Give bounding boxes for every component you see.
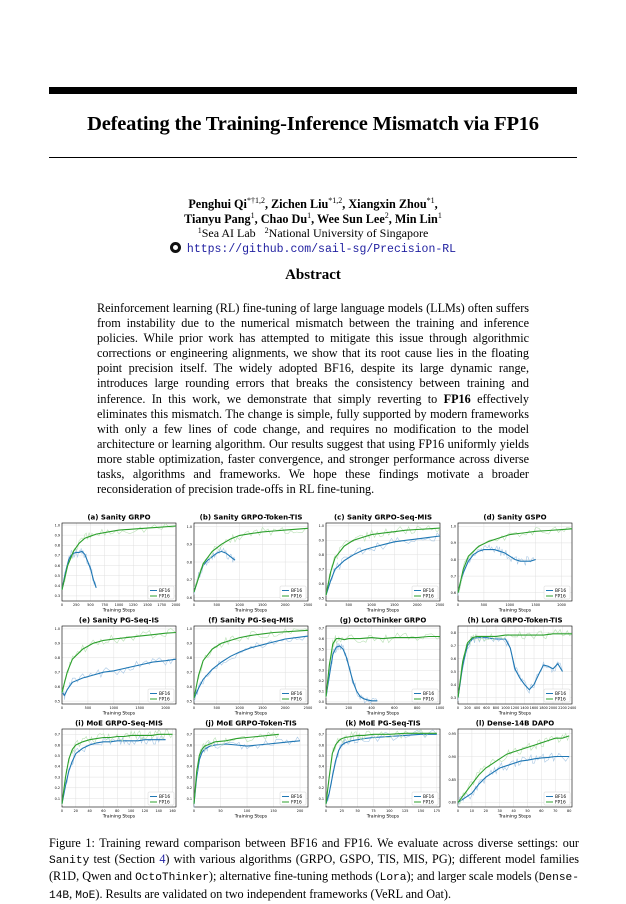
figure-1-charts [49, 512, 579, 827]
x-tick-label: 1400 [520, 706, 529, 710]
x-tick-label: 140 [155, 809, 162, 813]
y-tick-label: 0.4 [54, 764, 60, 769]
x-tick-label: 1500 [143, 603, 152, 607]
series-line-fp16 [62, 633, 176, 693]
y-tick-label: 0.95 [448, 731, 456, 736]
x-tick-label: 25 [339, 809, 344, 813]
x-tick-label: 500 [213, 706, 221, 710]
chart-panel [187, 720, 308, 820]
legend-label: BF16 [291, 589, 303, 595]
legend-label: BF16 [291, 692, 303, 698]
y-tick-label: 0.4 [318, 764, 324, 769]
x-tick-label: 2000 [412, 603, 422, 607]
y-tick-label: 0.3 [318, 775, 324, 780]
x-tick-label: 1500 [258, 603, 267, 607]
author-affil-sup: 2 [384, 211, 389, 220]
x-tick-label: 70 [553, 809, 558, 813]
y-tick-label: 0.5 [450, 669, 456, 674]
y-tick-label: 0.7 [54, 670, 60, 675]
chart-title: (k) MoE PG-Seq-TIS [345, 719, 421, 728]
x-tick-label: 10 [469, 809, 475, 813]
x-tick-label: 100 [127, 809, 135, 813]
caption-ref[interactable]: 4 [159, 851, 166, 866]
caption-text: ); and larger scale models ( [406, 869, 539, 883]
x-tick-label: 120 [141, 809, 149, 813]
abstract-part-1: Reinforcement learning (RL) fine-tuning of large language models (LLMs) often suffers from instability due to the numerical mismatch between the training and inference policies. While prior work has attempted to mitigate this issue through algorithmic corrections or engineering alignments, we show that its root cause lies in the floating point precision itself. The widely adopted BF16, despite its large dynamic range, introduces large rounding errors that breaks the consistency between training and inference. In this work, we demonstrate that simply reverting to [97, 301, 529, 406]
author-affil-sup: *1,2 [328, 196, 343, 205]
x-tick-label: 1000 [235, 706, 244, 710]
caption-text: ); alternative fine-tuning methods ( [208, 869, 380, 883]
y-tick-label: 0.6 [318, 743, 324, 748]
x-tick-label: 600 [391, 706, 398, 710]
github-line [0, 241, 626, 256]
y-tick-label: 0.1 [318, 796, 324, 801]
chart-panel [448, 720, 572, 820]
y-tick-label: 0.9 [186, 641, 192, 646]
y-tick-label: 0.8 [54, 656, 60, 661]
caption-text: Figure 1: Training reward comparison between BF16 and FP16. We evaluate across diverse settings: our [49, 836, 579, 850]
y-tick-label: 0.6 [318, 581, 324, 586]
y-tick-label: 0.8 [186, 560, 192, 565]
abstract-part-2: effectively eliminates this mismatch. The change is simple, fully supported by modern frameworks with only a few lines of code change, and requires no modification to the model architecture or learning algorithm. Our results suggest that using FP16 uniformly yields more stable optimization, faster convergence, and stronger performance across diverse tasks, algorithms and frameworks. We hope these findings motivate a broader reconsideration of precision trade-offs in RL fine-tuning. [97, 391, 529, 497]
x-tick-label: 0 [324, 706, 328, 710]
x-tick-label: 0 [456, 809, 460, 813]
y-tick-label: 0.6 [450, 656, 456, 661]
chart-title: (f) Sanity PG-Seq-MIS [208, 616, 294, 625]
y-tick-label: 0.9 [450, 541, 456, 546]
legend-label: FP16 [291, 594, 302, 600]
x-tick-label: 60 [101, 809, 106, 813]
legend-label: BF16 [159, 795, 171, 801]
author-line-1 [0, 197, 626, 212]
y-tick-label: 0.8 [450, 630, 456, 635]
x-tick-label: 2500 [303, 603, 313, 607]
chart-title: (l) Dense-14B DAPO [475, 719, 555, 728]
author-affil-sup: 1 [250, 211, 255, 220]
legend-label: FP16 [423, 800, 434, 806]
x-tick-label: 250 [73, 603, 80, 607]
chart-title: (j) MoE GRPO-Token-TIS [205, 719, 297, 728]
y-tick-label: 0.7 [54, 553, 60, 558]
affil1-sup: 1 [197, 226, 202, 235]
legend-label: FP16 [423, 697, 434, 703]
x-tick-label: 0 [60, 809, 64, 813]
y-tick-label: 0.6 [54, 684, 60, 689]
y-tick-label: 0.7 [318, 567, 324, 572]
x-axis-label: Training Steps [498, 814, 532, 820]
y-tick-label: 0.6 [54, 743, 60, 748]
x-tick-label: 1000 [367, 603, 376, 607]
legend-label: BF16 [555, 692, 567, 698]
x-tick-label: 0 [456, 706, 460, 710]
x-tick-label: 1250 [128, 603, 138, 607]
affiliations [0, 226, 626, 241]
y-tick-label: 0.5 [318, 754, 324, 759]
x-tick-label: 2500 [435, 603, 445, 607]
x-tick-label: 2000 [171, 603, 181, 607]
legend-label: FP16 [423, 594, 434, 600]
x-axis-label: Training Steps [366, 608, 400, 614]
series-raw-line [326, 533, 440, 593]
y-tick-label: 0.3 [318, 668, 324, 673]
x-tick-label: 0 [192, 809, 196, 813]
legend-label: FP16 [555, 594, 566, 600]
caption-text: ) with various algorithms (GRPO, GSPO, TIS, MIS, PG); different model families (R1D, Qwen and [49, 851, 579, 883]
y-tick-label: 0.2 [186, 786, 192, 791]
x-tick-label: 500 [87, 603, 94, 607]
x-axis-label: Training Steps [234, 711, 268, 717]
y-tick-label: 0.6 [318, 636, 324, 641]
chart-panel [319, 514, 445, 614]
x-tick-label: 1000 [501, 706, 510, 710]
chart-panel [187, 617, 313, 717]
x-tick-label: 1500 [531, 603, 541, 607]
x-axis-label: Training Steps [234, 608, 268, 614]
y-tick-label: 0.3 [450, 695, 456, 700]
chart-title: (g) OctoThinker GRPO [339, 616, 427, 625]
caption-code: Lora [379, 872, 407, 884]
y-tick-label: 0.1 [54, 796, 60, 801]
x-axis-label: Training Steps [102, 814, 136, 820]
x-tick-label: 0 [324, 603, 328, 607]
x-tick-label: 30 [497, 809, 502, 813]
x-tick-label: 2000 [557, 603, 566, 607]
y-tick-label: 0.5 [186, 699, 192, 704]
y-tick-label: 0.90 [448, 754, 456, 759]
legend-label: BF16 [291, 795, 303, 801]
legend-label: FP16 [159, 594, 170, 600]
y-tick-label: 0.6 [450, 591, 456, 596]
x-tick-label: 80 [115, 809, 120, 813]
x-tick-label: 40 [87, 809, 92, 813]
x-axis-label: Training Steps [498, 711, 532, 717]
chart-title: (d) Sanity GSPO [483, 513, 547, 522]
y-tick-label: 0.9 [318, 538, 324, 543]
x-tick-label: 400 [368, 706, 375, 710]
y-tick-label: 0.2 [54, 786, 60, 791]
y-tick-label: 0.7 [54, 732, 60, 737]
y-tick-label: 1.0 [54, 523, 60, 528]
y-tick-label: 0.2 [318, 679, 324, 684]
legend-label: BF16 [555, 795, 567, 801]
x-tick-label: 200 [345, 706, 353, 710]
y-tick-label: 0.5 [54, 754, 60, 759]
x-tick-label: 1600 [529, 706, 539, 710]
y-tick-label: 0.4 [54, 584, 60, 589]
author-name: Tianyu Pang [184, 212, 251, 226]
caption-code: Sanity [49, 854, 90, 867]
chart-panel [319, 720, 440, 820]
x-tick-label: 1000 [235, 603, 244, 607]
author-sep: , [388, 212, 395, 226]
x-tick-label: 400 [473, 706, 481, 710]
x-tick-label: 500 [84, 706, 92, 710]
x-tick-label: 2400 [567, 706, 577, 710]
author-affil-sup: 1 [437, 211, 442, 220]
caption-code: Dense-14B [49, 872, 579, 902]
x-axis-label: Training Steps [102, 608, 136, 614]
y-tick-label: 0.6 [186, 595, 192, 600]
y-tick-label: 0.9 [54, 641, 60, 646]
y-tick-label: 0.8 [54, 543, 60, 548]
x-tick-label: 0 [456, 603, 460, 607]
chart-panel [55, 720, 176, 820]
x-tick-label: 0 [192, 706, 196, 710]
x-tick-label: 600 [483, 706, 490, 710]
x-axis-label: Training Steps [102, 711, 136, 717]
affil2: National University of Singapore [268, 226, 429, 240]
y-tick-label: 0.2 [318, 786, 324, 791]
series-line-bf16 [62, 551, 96, 590]
y-tick-label: 0.9 [186, 542, 192, 547]
chart-panel [451, 514, 572, 614]
caption-text: ). Results are validated on two independent frameworks (VeRL and Oat). [95, 886, 451, 901]
y-tick-label: 0.7 [186, 578, 192, 583]
x-tick-label: 20 [483, 809, 488, 813]
x-tick-label: 750 [101, 603, 108, 607]
x-tick-label: 2000 [161, 706, 170, 710]
y-tick-label: 1.0 [450, 524, 456, 529]
chart-title: (e) Sanity PG-Seq-IS [78, 616, 160, 625]
chart-title: (i) MoE GRPO-Seq-MIS [75, 719, 163, 728]
figure-caption [49, 836, 579, 904]
y-tick-label: 0.4 [450, 682, 456, 687]
legend-label: FP16 [555, 800, 566, 806]
github-icon [170, 242, 181, 253]
x-tick-label: 125 [401, 809, 409, 813]
author-line-2 [0, 212, 626, 227]
x-tick-label: 175 [433, 809, 441, 813]
y-tick-label: 0.7 [318, 626, 324, 631]
author-sep: , [264, 197, 272, 211]
y-tick-label: 1.0 [54, 627, 60, 632]
y-tick-label: 0.85 [448, 777, 456, 782]
y-tick-label: 0.4 [318, 658, 324, 663]
x-tick-label: 150 [270, 809, 277, 813]
author-name: Chao Du [260, 212, 308, 226]
chart-title: (a) Sanity GRPO [87, 513, 151, 522]
x-tick-label: 2000 [280, 706, 290, 710]
legend-label: BF16 [423, 795, 435, 801]
x-tick-label: 100 [386, 809, 393, 813]
x-tick-label: 75 [371, 809, 376, 813]
y-tick-label: 0.7 [450, 643, 456, 648]
y-tick-label: 0.7 [186, 732, 192, 737]
y-tick-label: 0.4 [186, 764, 192, 769]
y-tick-label: 0.3 [186, 775, 192, 780]
chart-panel [55, 617, 176, 717]
author-sep: , [342, 197, 349, 211]
x-tick-label: 1500 [390, 603, 399, 607]
x-tick-label: 80 [567, 809, 572, 813]
chart-title: (b) Sanity GRPO-Token-TIS [199, 513, 303, 522]
x-axis-label: Training Steps [366, 814, 400, 820]
caption-text: , [69, 886, 76, 901]
x-tick-label: 50 [355, 809, 360, 813]
x-tick-label: 150 [417, 809, 425, 813]
y-tick-label: 0.0 [318, 700, 324, 705]
author-sep: , [311, 212, 318, 226]
y-tick-label: 0.5 [318, 647, 324, 652]
x-tick-label: 2500 [303, 706, 313, 710]
legend-label: FP16 [291, 697, 302, 703]
x-tick-label: 50 [525, 809, 530, 813]
legend-label: FP16 [159, 697, 170, 703]
x-tick-label: 800 [492, 706, 500, 710]
x-tick-label: 200 [296, 809, 304, 813]
legend-label: BF16 [555, 589, 567, 595]
x-tick-label: 1750 [157, 603, 167, 607]
legend-label: BF16 [423, 692, 435, 698]
series-line-fp16 [194, 630, 308, 698]
x-tick-label: 2200 [558, 706, 567, 710]
legend-label: BF16 [159, 692, 171, 698]
x-tick-label: 1200 [510, 706, 520, 710]
y-tick-label: 1.0 [186, 524, 192, 529]
x-tick-label: 1000 [114, 603, 124, 607]
abstract-bold: FP16 [443, 391, 471, 406]
legend-label: FP16 [555, 697, 566, 703]
y-tick-label: 1.0 [186, 627, 192, 632]
author-list [0, 197, 626, 227]
y-tick-label: 0.1 [318, 689, 324, 694]
x-tick-label: 60 [539, 809, 544, 813]
y-tick-label: 0.8 [318, 553, 324, 558]
x-tick-label: 100 [243, 809, 251, 813]
x-tick-label: 0 [60, 603, 64, 607]
author-affil-sup: *†1,2 [246, 196, 265, 205]
x-tick-label: 160 [169, 809, 176, 813]
x-tick-label: 50 [218, 809, 223, 813]
y-tick-label: 0.7 [450, 574, 456, 579]
abstract-heading: Abstract [285, 267, 341, 283]
chart-title: (c) Sanity GRPO-Seq-MIS [333, 513, 433, 522]
github-link[interactable]: https://github.com/sail-sg/Precision-RL [186, 243, 457, 256]
y-tick-label: 0.1 [186, 796, 192, 801]
y-tick-label: 0.5 [54, 699, 60, 704]
series-raw-line [326, 633, 440, 698]
x-tick-label: 1000 [435, 706, 445, 710]
chart-panel [451, 617, 577, 717]
x-tick-label: 1500 [258, 706, 267, 710]
y-tick-label: 0.80 [448, 800, 456, 805]
title-rule [49, 157, 577, 158]
y-tick-label: 1.0 [318, 524, 324, 529]
author-affil-sup: 1 [307, 211, 312, 220]
affil2-sup: 2 [264, 226, 269, 235]
author-name: Wee Sun Lee [317, 212, 385, 226]
x-tick-label: 2000 [280, 603, 290, 607]
series-line-bf16 [458, 550, 536, 593]
legend-label: FP16 [159, 800, 170, 806]
top-rule [49, 87, 577, 94]
author-name: Xiangxin Zhou [348, 197, 427, 211]
y-tick-label: 0.8 [186, 656, 192, 661]
series-line-fp16 [458, 529, 572, 593]
series-raw-line [326, 526, 440, 596]
y-tick-label: 0.5 [318, 596, 324, 601]
abstract-text [97, 301, 529, 497]
x-tick-label: 1800 [539, 706, 548, 710]
x-tick-label: 800 [413, 706, 421, 710]
chart-title: (h) Lora GRPO-Token-TIS [467, 616, 563, 625]
x-tick-label: 0 [192, 603, 196, 607]
x-tick-label: 200 [464, 706, 471, 710]
paper-title: Defeating the Training-Inference Mismatch via FP16 [87, 113, 539, 135]
chart-panel [55, 514, 181, 614]
chart-panel [187, 514, 313, 614]
y-tick-label: 0.5 [186, 754, 192, 759]
series-raw-line [458, 545, 536, 596]
x-tick-label: 500 [480, 603, 488, 607]
affil1: Sea AI Lab [201, 226, 256, 240]
caption-code: MoE [75, 889, 96, 902]
x-tick-label: 0 [60, 706, 64, 710]
y-tick-label: 0.7 [186, 670, 192, 675]
x-tick-label: 20 [73, 809, 78, 813]
caption-code: OctoThinker [135, 872, 209, 884]
chart-panel [319, 617, 445, 717]
x-tick-label: 500 [213, 603, 221, 607]
series-line-fp16 [194, 528, 308, 595]
x-tick-label: 0 [324, 809, 328, 813]
author-sep: , [254, 212, 261, 226]
y-tick-label: 0.6 [186, 743, 192, 748]
author-name: Penghui Qi [188, 197, 247, 211]
x-tick-label: 1000 [109, 706, 119, 710]
author-affil-sup: *1 [426, 196, 435, 205]
x-tick-label: 1000 [505, 603, 515, 607]
x-axis-label: Training Steps [234, 814, 268, 820]
y-tick-label: 0.5 [54, 573, 60, 578]
x-tick-label: 40 [511, 809, 516, 813]
legend-label: FP16 [291, 800, 302, 806]
y-tick-label: 0.3 [54, 775, 60, 780]
y-tick-label: 0.3 [54, 594, 60, 599]
x-tick-label: 2000 [548, 706, 558, 710]
author-name: Min Lin [394, 212, 438, 226]
x-axis-label: Training Steps [366, 711, 400, 717]
x-tick-label: 1500 [135, 706, 145, 710]
x-tick-label: 500 [345, 603, 353, 607]
x-axis-label: Training Steps [498, 608, 532, 614]
author-name: Zichen Liu [271, 197, 329, 211]
y-tick-label: 0.6 [186, 684, 192, 689]
author-sep: , [434, 197, 438, 211]
y-tick-label: 0.7 [318, 732, 324, 737]
y-tick-label: 0.9 [54, 533, 60, 538]
series-line-bf16 [326, 646, 377, 701]
y-tick-label: 0.6 [54, 563, 60, 568]
legend-label: BF16 [159, 589, 171, 595]
y-tick-label: 0.8 [450, 557, 456, 562]
caption-text: test (Section [89, 851, 160, 866]
legend-label: BF16 [423, 589, 435, 595]
